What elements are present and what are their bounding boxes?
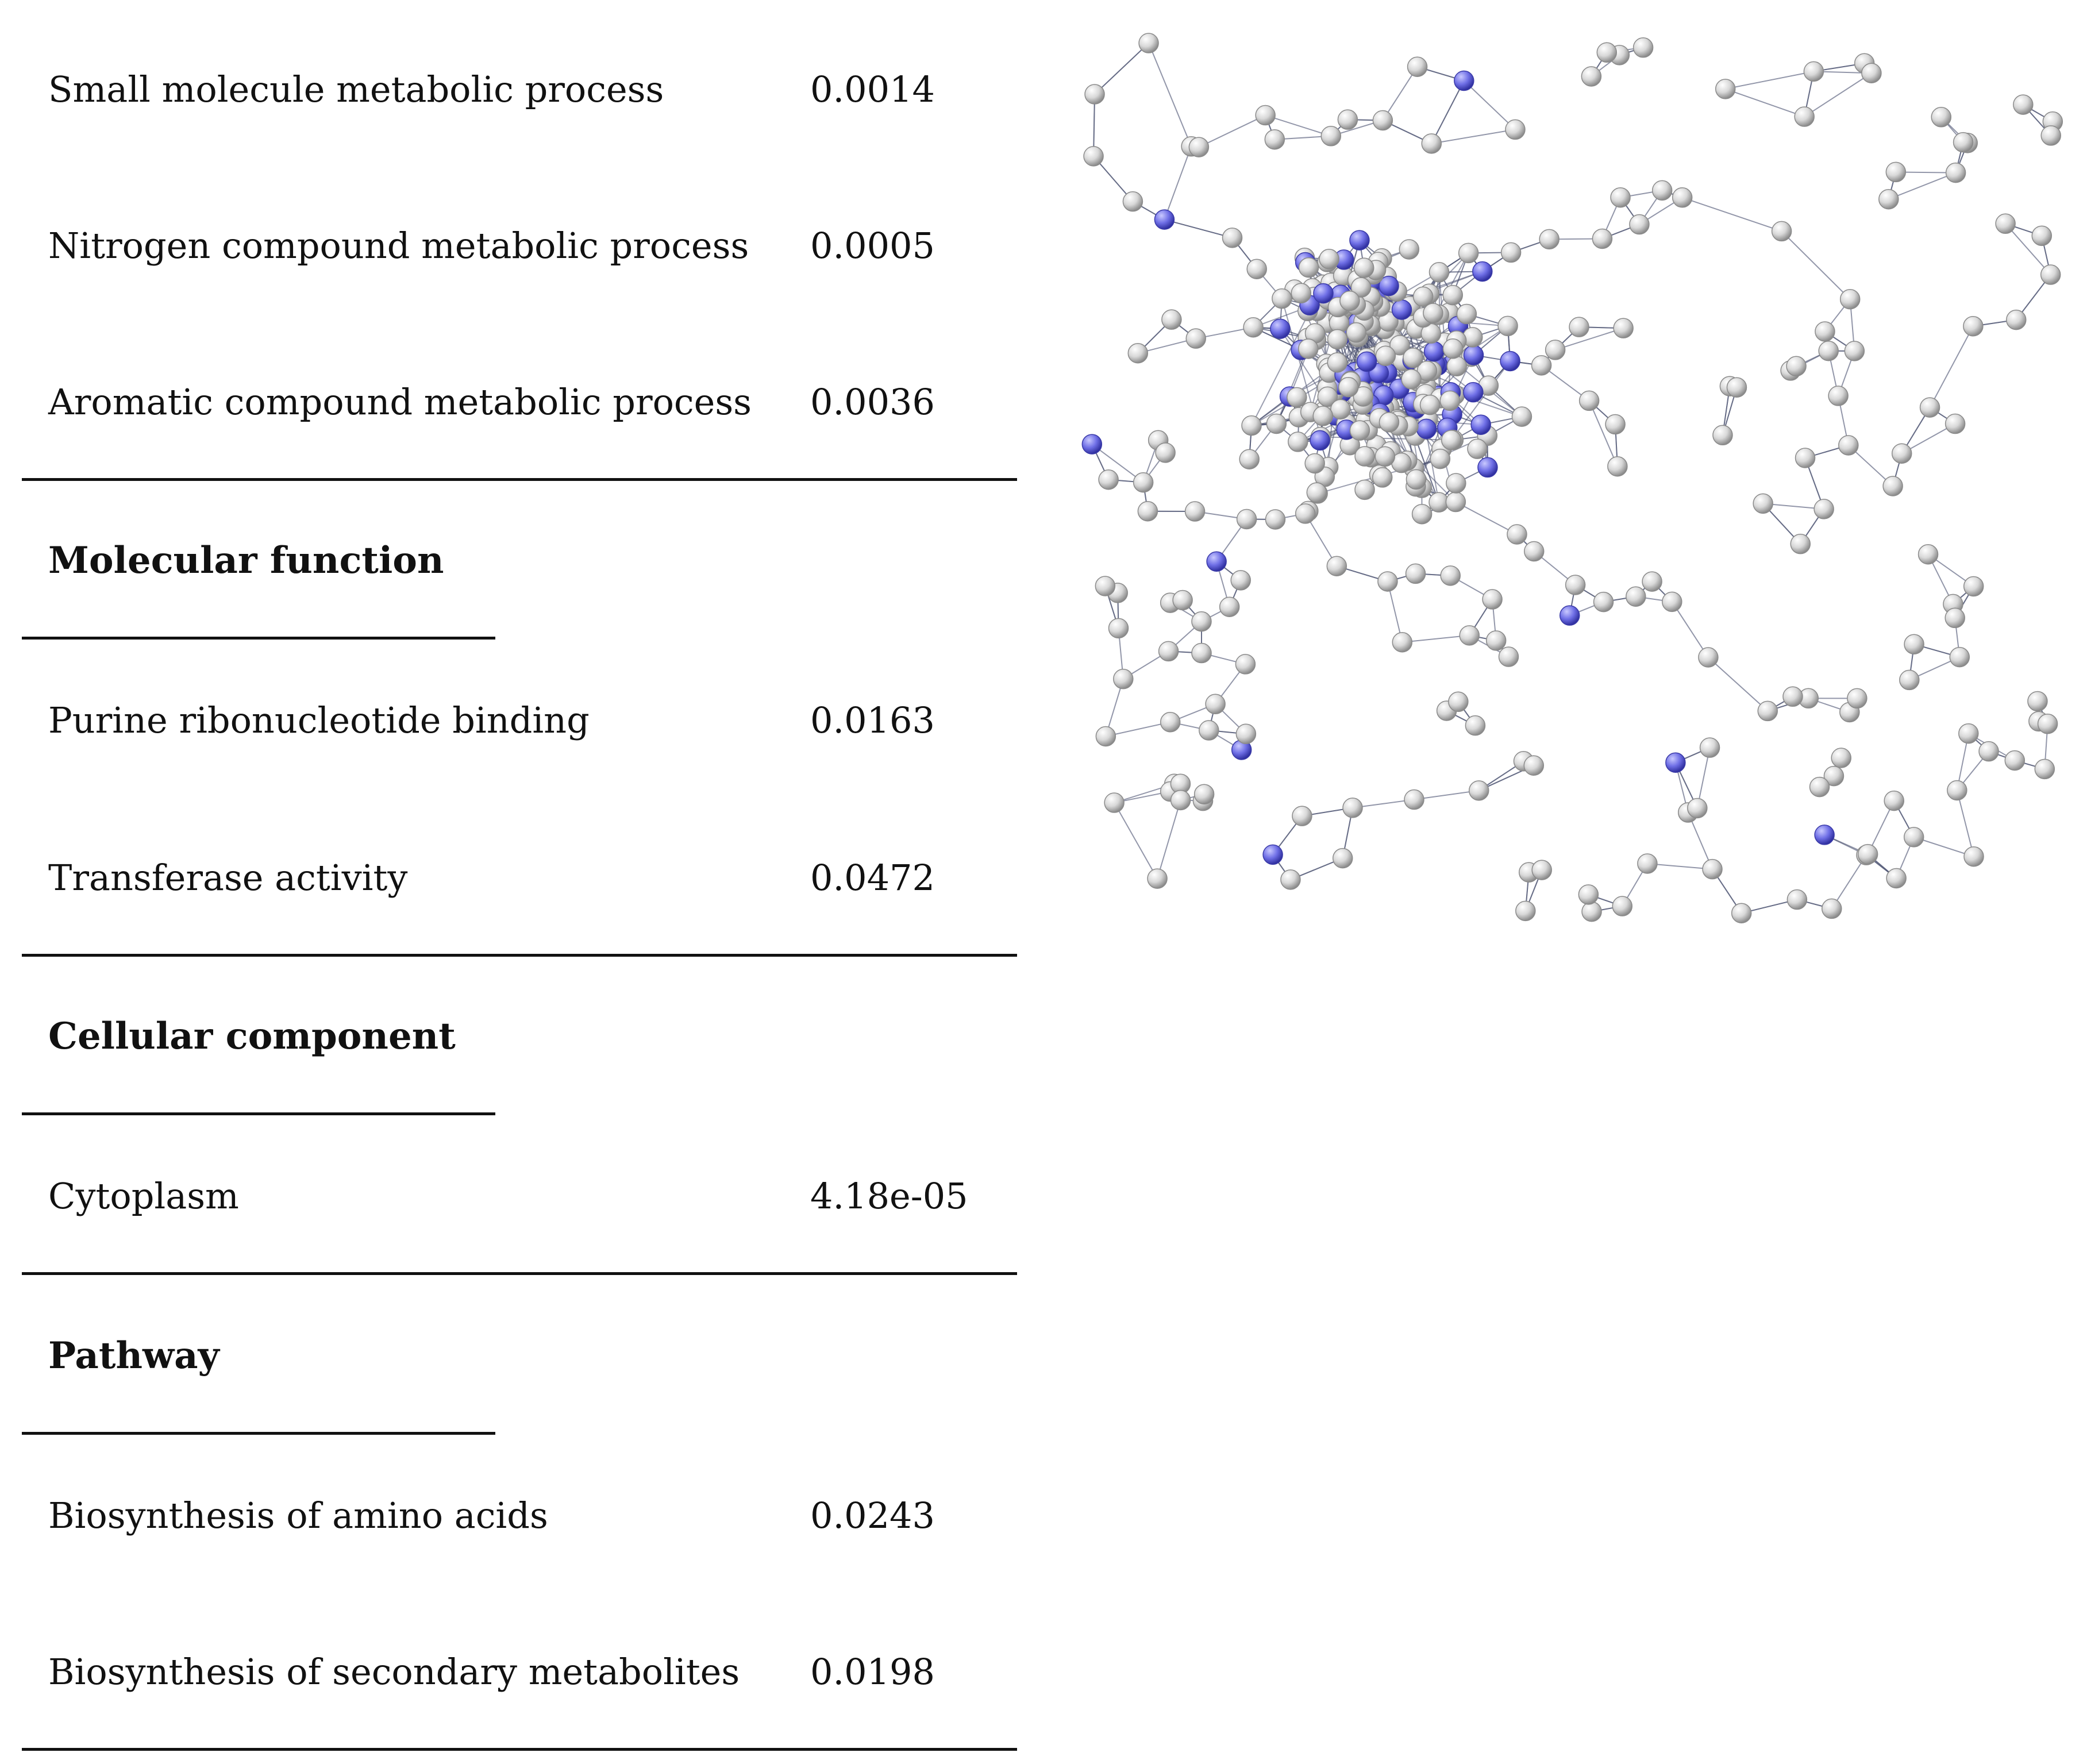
protein-node: [1465, 716, 1485, 735]
protein-node: [1845, 341, 1864, 361]
protein-node: [1096, 726, 1115, 746]
protein-node: [1192, 612, 1211, 631]
protein-node: [1171, 790, 1191, 810]
protein-node: [1288, 432, 1308, 452]
protein-node: [1566, 575, 1585, 595]
protein-node: [1512, 407, 1531, 426]
section-divider: [22, 1272, 1017, 1275]
protein-node: [1673, 188, 1692, 207]
protein-node: [1638, 854, 1657, 873]
protein-node: [1828, 386, 1848, 406]
protein-node: [1862, 63, 1881, 83]
protein-node: [1189, 137, 1208, 157]
protein-node: [1892, 444, 1912, 463]
protein-node: [1296, 504, 1315, 523]
protein-node: [1123, 192, 1142, 211]
protein-node: [2032, 226, 2051, 245]
highlighted-protein-node: [1666, 753, 1685, 772]
protein-node: [1505, 120, 1525, 139]
protein-node: [1662, 592, 1682, 611]
protein-node: [1626, 587, 1646, 606]
protein-node: [1223, 228, 1242, 248]
table-row: [0, 362, 1023, 442]
table-row: [0, 680, 1023, 761]
protein-node: [1858, 845, 1878, 864]
protein-node: [1114, 669, 1133, 689]
protein-node: [1139, 33, 1158, 53]
protein-node: [1327, 556, 1346, 576]
protein-node: [1946, 163, 1966, 183]
protein-node: [1292, 806, 1312, 826]
interaction-edge: [1455, 502, 1517, 534]
table-row: [0, 206, 1023, 286]
protein-node: [1592, 229, 1612, 248]
protein-node: [1266, 414, 1286, 433]
protein-node: [1831, 748, 1851, 768]
protein-node: [1758, 701, 1777, 721]
heading-underline: [22, 637, 495, 640]
p-value: 0.0005: [810, 225, 935, 267]
protein-node: [1307, 483, 1326, 502]
protein-node: [1195, 784, 1214, 804]
highlighted-protein-node: [1207, 552, 1226, 571]
protein-node: [1449, 692, 1468, 711]
protein-node: [1608, 457, 1627, 476]
term-label: Nitrogen compound metabolic process: [48, 225, 749, 267]
protein-node: [1272, 289, 1292, 309]
protein-node: [1084, 147, 1103, 166]
protein-node: [1148, 869, 1167, 888]
interaction-edge: [1164, 147, 1191, 219]
protein-node: [1580, 391, 1599, 410]
highlighted-protein-node: [1424, 342, 1444, 361]
protein-node: [1653, 180, 1672, 200]
heading-underline: [22, 1112, 495, 1115]
protein-node: [1819, 341, 1838, 361]
interaction-edge: [1682, 198, 1782, 232]
highlighted-protein-node: [1310, 430, 1330, 450]
protein-node: [1900, 670, 1919, 690]
protein-node: [1945, 608, 1965, 627]
protein-node: [1786, 356, 1806, 376]
protein-node: [2035, 759, 2054, 779]
protein-node: [1406, 564, 1426, 583]
term-label: Transferase activity: [48, 857, 408, 899]
protein-node: [2041, 265, 2061, 284]
protein-interaction-network: [1075, 23, 2080, 937]
interaction-edge: [1095, 43, 1149, 94]
p-value: 0.0243: [810, 1495, 935, 1536]
term-label: Aromatic compound metabolic process: [48, 381, 752, 423]
protein-node: [1305, 453, 1324, 473]
protein-node: [1795, 107, 1814, 126]
protein-node: [1235, 654, 1255, 674]
protein-node: [1242, 416, 1261, 436]
highlighted-protein-node: [1263, 845, 1283, 864]
protein-node: [1950, 648, 1969, 667]
protein-node: [1614, 318, 1633, 338]
protein-node: [1642, 572, 1662, 591]
section-divider: [22, 954, 1017, 957]
p-value: 0.0198: [810, 1651, 935, 1693]
protein-node: [1237, 510, 1257, 529]
protein-node: [1256, 106, 1275, 125]
protein-node: [1243, 318, 1263, 337]
section-heading: Pathway: [48, 1334, 220, 1377]
protein-node: [1904, 634, 1924, 654]
protein-node: [1128, 344, 1148, 363]
protein-node: [2013, 95, 2033, 114]
protein-node: [1199, 721, 1219, 740]
interaction-edge: [1708, 657, 1768, 711]
protein-node: [1594, 592, 1614, 612]
section-heading: Cellular component: [48, 1015, 456, 1058]
table-row: [0, 1156, 1023, 1237]
enrichment-table: [0, 0, 1023, 1764]
protein-node: [1516, 901, 1535, 920]
protein-node: [1727, 378, 1746, 397]
protein-node: [1883, 476, 1903, 496]
protein-node: [1291, 283, 1311, 303]
protein-node: [1886, 162, 1905, 182]
term-label: Biosynthesis of secondary metabolites: [48, 1651, 740, 1693]
protein-node: [2005, 750, 2024, 770]
protein-node: [1507, 525, 1527, 544]
section-divider: [22, 478, 1017, 481]
term-label: Cytoplasm: [48, 1175, 239, 1217]
protein-node: [1173, 590, 1192, 610]
highlighted-protein-node: [1471, 415, 1491, 434]
protein-node: [1138, 502, 1157, 521]
protein-node: [1716, 79, 1735, 99]
protein-node: [1339, 378, 1358, 397]
protein-node: [1408, 57, 1427, 76]
protein-node: [1713, 425, 1732, 445]
protein-node: [1964, 576, 1984, 596]
protein-node: [1582, 902, 1601, 922]
network-nodes: [1082, 33, 2062, 923]
protein-node: [1947, 780, 1967, 800]
protein-node: [1840, 290, 1860, 309]
protein-node: [1442, 430, 1461, 450]
protein-node: [1839, 436, 1858, 455]
p-value: 0.0036: [810, 381, 935, 423]
highlighted-protein-node: [1815, 825, 1834, 845]
protein-node: [1783, 687, 1803, 706]
protein-node: [1634, 38, 1653, 57]
protein-node: [1700, 738, 1720, 757]
section-divider: [22, 1748, 1017, 1751]
protein-node: [1904, 827, 1924, 847]
protein-node: [1231, 571, 1250, 590]
protein-node: [2038, 714, 2058, 734]
protein-node: [1822, 899, 1842, 918]
highlighted-protein-node: [1464, 345, 1484, 365]
highlighted-protein-node: [1350, 230, 1369, 250]
protein-node: [1376, 346, 1395, 365]
highlighted-protein-node: [1478, 457, 1497, 477]
protein-node: [1099, 470, 1118, 490]
protein-node: [1532, 356, 1551, 375]
protein-node: [1611, 188, 1630, 207]
protein-node: [1430, 449, 1450, 469]
protein-node: [1236, 724, 1256, 744]
interaction-edge: [1164, 219, 1232, 238]
protein-node: [1355, 446, 1374, 466]
protein-node: [1501, 242, 1521, 262]
protein-node: [1378, 572, 1397, 591]
protein-node: [1964, 847, 1984, 866]
protein-node: [1483, 590, 1502, 609]
interaction-edge: [1726, 71, 1814, 88]
protein-node: [1247, 259, 1266, 279]
protein-node: [1498, 316, 1518, 336]
highlighted-protein-node: [1314, 284, 1333, 303]
protein-node: [1109, 618, 1129, 638]
interaction-edge: [1957, 790, 1974, 856]
term-label: Small molecule metabolic process: [48, 68, 664, 110]
p-value: 0.0163: [810, 699, 935, 741]
protein-node: [1468, 439, 1487, 459]
interaction-edge: [1199, 115, 1265, 148]
protein-node: [1443, 339, 1462, 359]
protein-node: [1532, 860, 1551, 880]
interaction-edge: [1555, 328, 1624, 350]
protein-node: [1581, 67, 1601, 86]
protein-node: [1134, 473, 1153, 492]
protein-node: [1333, 849, 1353, 868]
highlighted-protein-node: [1473, 261, 1492, 281]
protein-node: [1328, 329, 1347, 349]
protein-node: [1772, 221, 1792, 241]
protein-node: [1104, 793, 1124, 812]
protein-node: [1919, 545, 1938, 564]
section-heading-molecular-function: [0, 521, 1023, 601]
interaction-edge: [1157, 800, 1181, 879]
protein-node: [1847, 688, 1867, 708]
interaction-edge: [1431, 81, 1464, 144]
interaction-edge: [1726, 89, 1804, 117]
protein-node: [1597, 43, 1616, 62]
protein-node: [1299, 258, 1319, 278]
interaction-edge: [1431, 129, 1515, 143]
protein-node: [1441, 566, 1460, 586]
protein-node: [1546, 340, 1565, 360]
p-value: 4.18e-05: [810, 1175, 968, 1217]
term-label: Biosynthesis of amino acids: [48, 1495, 548, 1536]
protein-node: [1340, 291, 1360, 311]
protein-node: [1281, 870, 1300, 889]
protein-node: [1192, 644, 1211, 663]
protein-node: [1612, 896, 1632, 916]
protein-node: [1406, 469, 1426, 489]
protein-node: [1879, 190, 1899, 209]
protein-node: [1460, 626, 1479, 645]
protein-node: [1287, 388, 1307, 407]
highlighted-protein-node: [1082, 434, 1102, 454]
protein-node: [1321, 126, 1341, 146]
table-row: [0, 49, 1023, 130]
protein-node: [1412, 504, 1432, 524]
highlighted-protein-node: [1416, 419, 1436, 438]
protein-node: [1350, 421, 1369, 440]
protein-node: [1299, 339, 1318, 359]
protein-node: [1392, 633, 1412, 652]
protein-node: [1156, 443, 1175, 463]
section-heading-pathway: [0, 1316, 1023, 1396]
protein-node: [1355, 480, 1374, 499]
network-edges: [1092, 43, 2053, 913]
protein-node: [1959, 724, 1978, 744]
protein-node: [1810, 777, 1830, 797]
protein-node: [1630, 215, 1649, 234]
protein-node: [1979, 742, 1999, 761]
protein-node: [1459, 243, 1478, 263]
protein-node: [1162, 310, 1181, 329]
protein-node: [1404, 790, 1424, 810]
protein-node: [1185, 502, 1205, 521]
protein-node: [1399, 240, 1419, 259]
p-value: 0.0014: [810, 68, 935, 110]
protein-node: [1420, 395, 1440, 415]
highlighted-protein-node: [1154, 210, 1174, 229]
protein-node: [1085, 84, 1104, 104]
protein-node: [1095, 576, 1115, 596]
protein-node: [2041, 126, 2061, 145]
protein-node: [1996, 214, 2015, 233]
protein-node: [1886, 868, 1906, 888]
protein-node: [1265, 510, 1285, 529]
protein-node: [1753, 494, 1773, 513]
protein-node: [1346, 323, 1366, 342]
protein-node: [1220, 597, 1239, 617]
section-heading: Molecular function: [48, 539, 444, 582]
table-row: [0, 1632, 1023, 1712]
protein-node: [1422, 134, 1441, 153]
protein-node: [1524, 542, 1544, 561]
protein-node: [1963, 317, 1983, 336]
protein-node: [1457, 305, 1476, 324]
protein-node: [1327, 353, 1347, 372]
section-heading-cellular-component: [0, 996, 1023, 1077]
table-row: [0, 1476, 1023, 1556]
protein-node: [1920, 398, 1940, 417]
protein-node: [1206, 694, 1225, 714]
heading-underline: [22, 1432, 495, 1435]
highlighted-protein-node: [1454, 71, 1474, 91]
protein-node: [1447, 356, 1466, 376]
protein-node: [1338, 110, 1357, 129]
protein-node: [1804, 61, 1823, 81]
protein-node: [1403, 348, 1423, 368]
protein-node: [1313, 406, 1333, 426]
protein-node: [1703, 860, 1722, 879]
protein-node: [2028, 691, 2047, 711]
protein-node: [1732, 903, 1751, 923]
protein-node: [1319, 249, 1339, 269]
protein-node: [1443, 286, 1462, 305]
interaction-edge: [1114, 803, 1157, 879]
protein-node: [1688, 798, 1707, 818]
protein-node: [1373, 111, 1392, 130]
protein-node: [1699, 648, 1718, 667]
protein-node: [1440, 391, 1460, 410]
protein-node: [1931, 107, 1951, 127]
protein-node: [1446, 492, 1465, 512]
protein-node: [1469, 781, 1489, 800]
protein-node: [1954, 133, 1973, 152]
protein-node: [1401, 369, 1421, 389]
interaction-edge: [1782, 231, 1850, 299]
protein-node: [1787, 890, 1807, 910]
protein-node: [1946, 414, 1965, 434]
highlighted-protein-node: [1357, 352, 1377, 371]
protein-node: [1446, 473, 1466, 493]
interaction-edge: [1464, 81, 1515, 130]
interaction-edge: [1930, 326, 1973, 407]
protein-node: [1569, 317, 1589, 337]
interaction-edge: [1149, 43, 1191, 147]
network-graph: [1075, 23, 2080, 937]
protein-node: [1375, 446, 1395, 466]
protein-node: [1331, 399, 1350, 419]
protein-node: [1429, 263, 1449, 282]
protein-node: [1265, 130, 1284, 149]
protein-node: [1796, 448, 1815, 468]
table-row: [0, 838, 1023, 918]
highlighted-protein-node: [1560, 606, 1580, 625]
protein-node: [1379, 413, 1399, 432]
protein-node: [1186, 329, 1206, 348]
protein-node: [1814, 499, 1834, 519]
protein-node: [1524, 756, 1543, 775]
protein-node: [1373, 468, 1392, 487]
highlighted-protein-node: [1464, 383, 1483, 402]
protein-node: [1884, 791, 1904, 811]
protein-node: [1578, 885, 1598, 904]
protein-node: [1354, 258, 1374, 278]
highlighted-protein-node: [1392, 300, 1412, 319]
protein-node: [1539, 229, 1559, 249]
protein-node: [1343, 798, 1362, 818]
protein-node: [1815, 322, 1835, 341]
protein-node: [1605, 414, 1625, 434]
protein-node: [1239, 449, 1259, 469]
term-label: Purine ribonucleotide binding: [48, 699, 590, 741]
protein-node: [1790, 534, 1810, 554]
protein-node: [1161, 712, 1180, 732]
protein-node: [1499, 647, 1518, 667]
highlighted-protein-node: [1270, 319, 1290, 338]
p-value: 0.0472: [810, 857, 935, 899]
protein-node: [1423, 303, 1443, 323]
protein-node: [2007, 310, 2026, 330]
highlighted-protein-node: [1500, 351, 1520, 371]
protein-node: [1487, 631, 1506, 650]
protein-node: [1159, 641, 1179, 661]
